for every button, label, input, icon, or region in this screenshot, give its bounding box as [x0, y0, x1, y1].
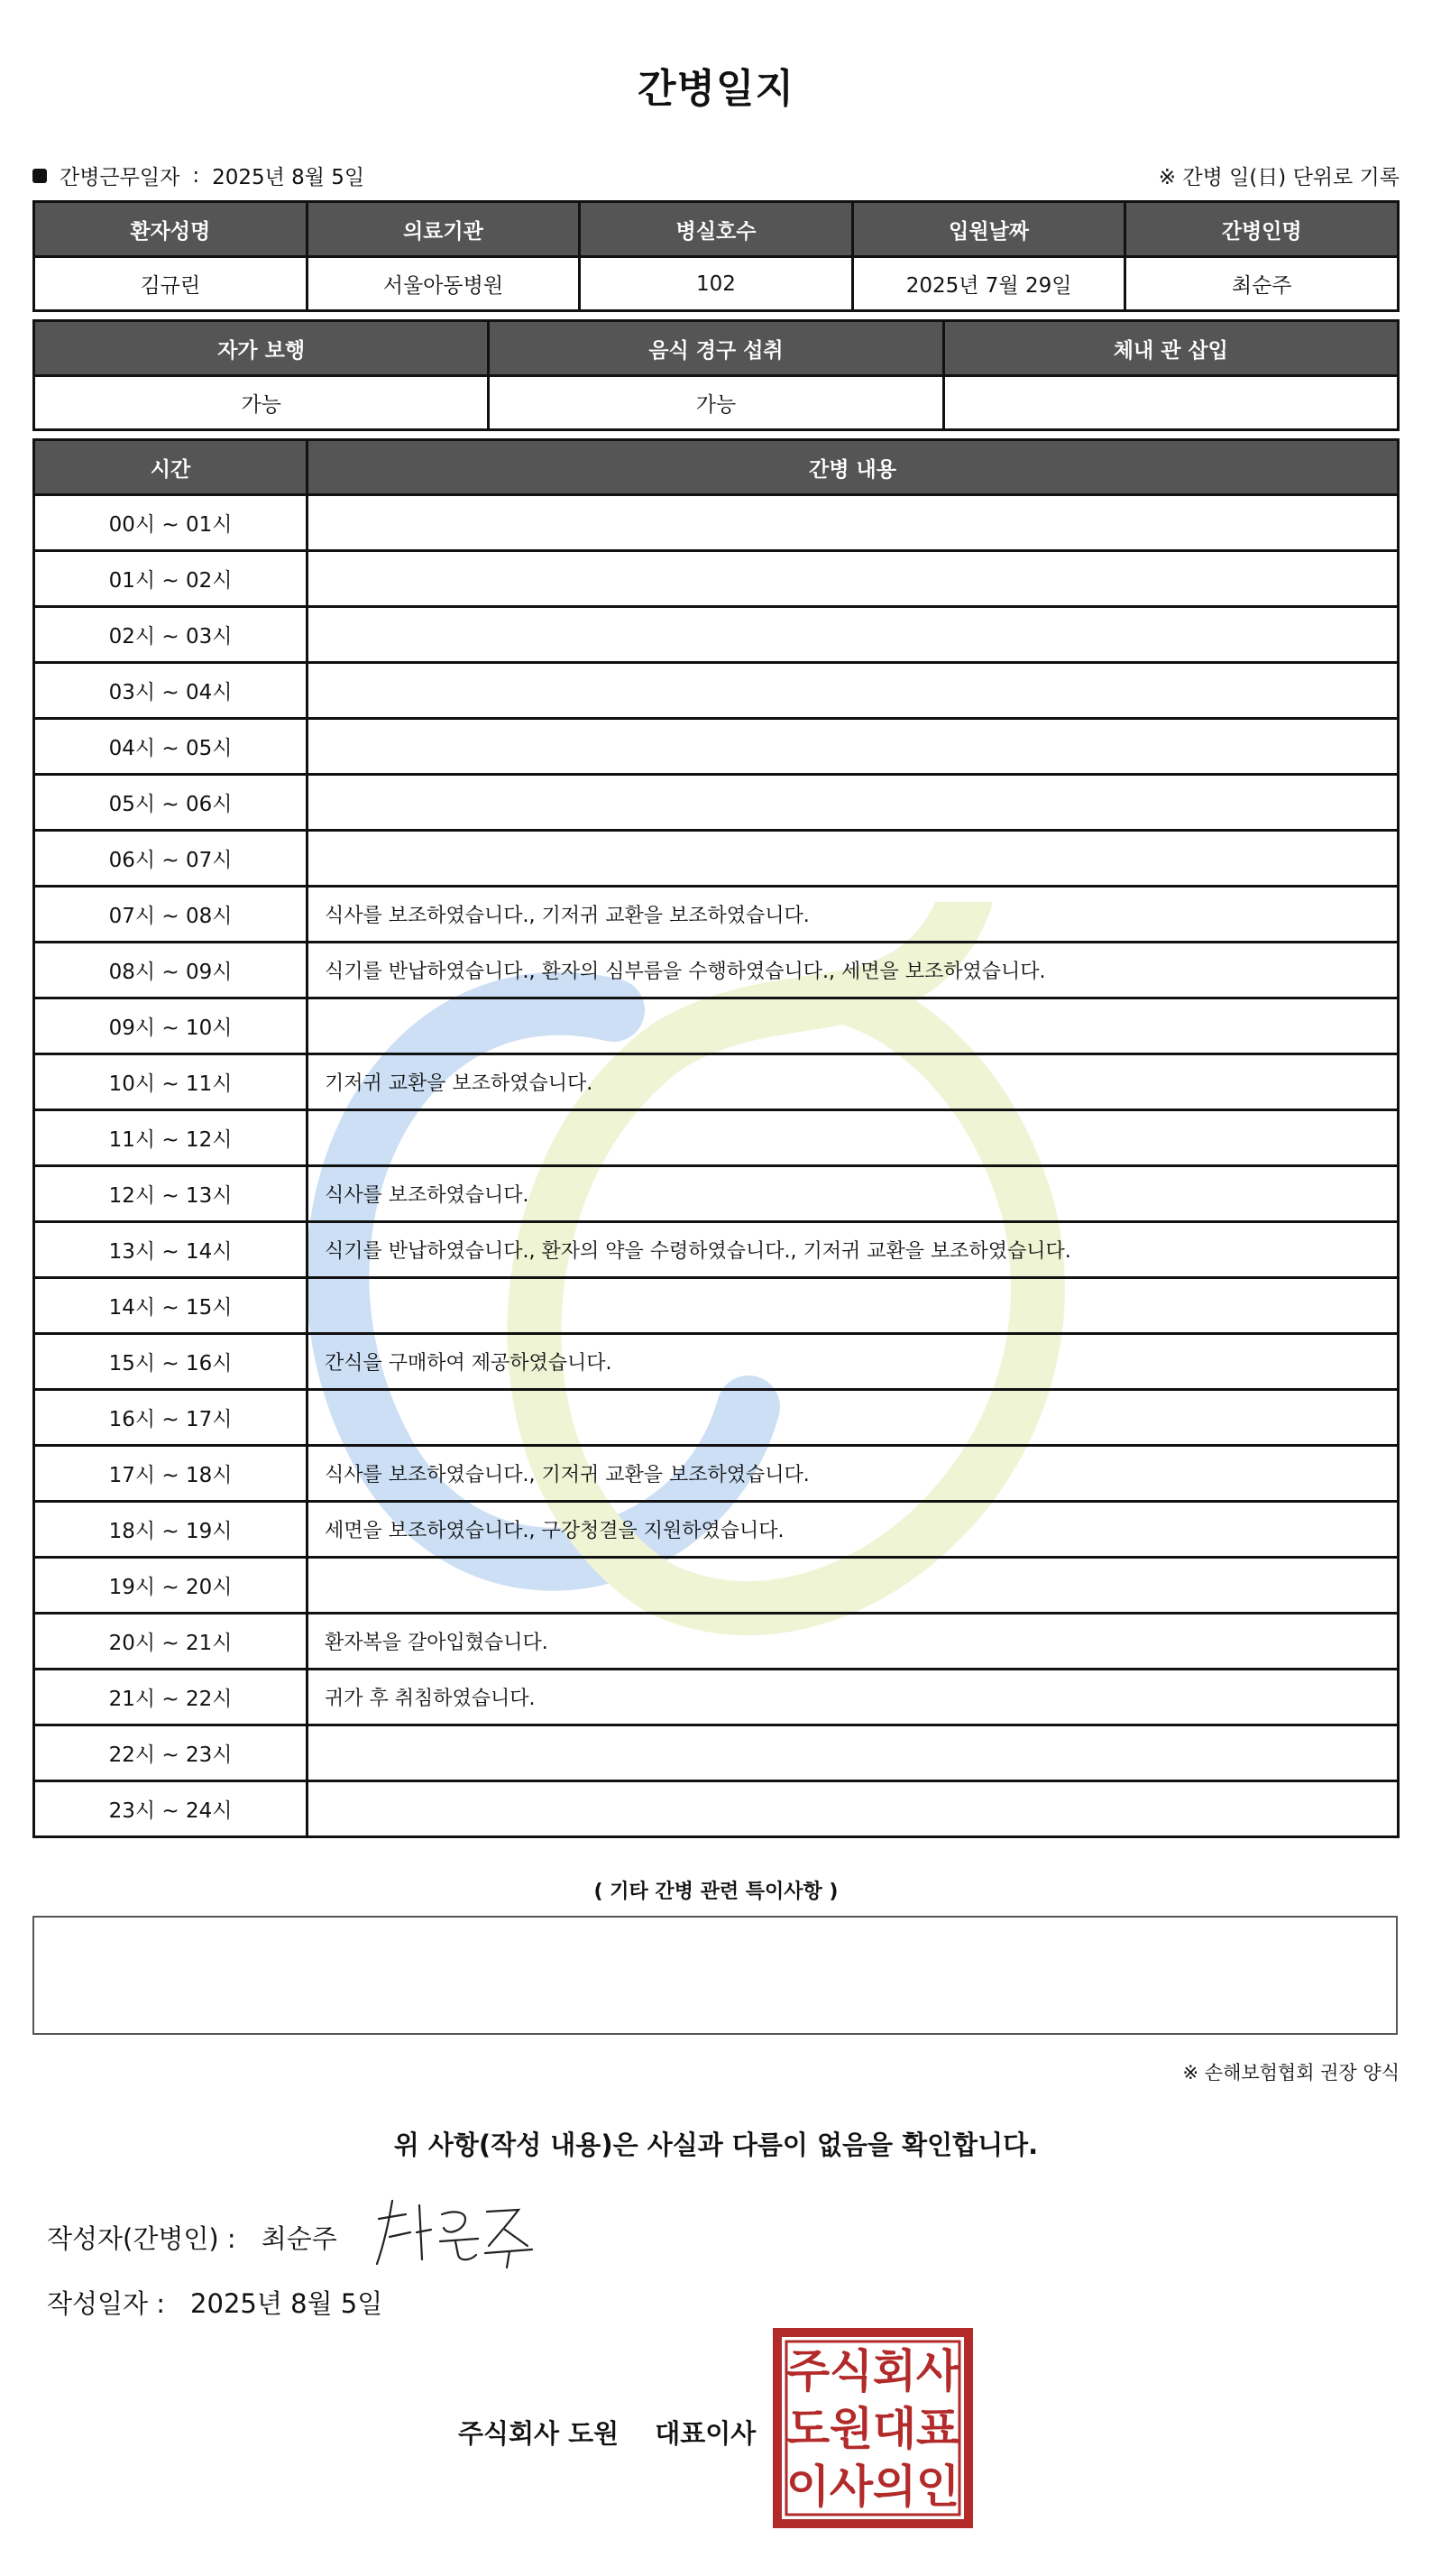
handwritten-signature — [370, 2192, 541, 2273]
seal-character: 사 — [829, 2461, 874, 2513]
header-care-content: 간병 내용 — [308, 440, 1399, 495]
writer-line — [47, 2219, 337, 2256]
care-content: 간식을 구매하여 제공하였습니다. — [308, 1334, 1399, 1390]
header-room: 병실호수 — [580, 202, 853, 257]
time-slot: 09시 ~ 10시 — [34, 998, 308, 1054]
special-notes-box — [32, 1916, 1398, 2035]
care-content — [308, 607, 1399, 663]
table-row — [34, 1614, 1399, 1670]
seal-character: 식 — [829, 2345, 874, 2397]
seal-character: 사 — [915, 2345, 960, 2397]
time-slot: 08시 ~ 09시 — [34, 943, 308, 998]
care-content: 식사를 보조하였습니다. — [308, 1166, 1399, 1222]
table-row — [34, 1446, 1399, 1502]
care-content: 세면을 보조하였습니다., 구강청결을 지원하였습니다. — [308, 1502, 1399, 1558]
written-date-line — [47, 2284, 382, 2321]
time-slot: 15시 ~ 16시 — [34, 1334, 308, 1390]
work-date-separator: : — [192, 163, 200, 188]
company-name: 주식회사 도원 — [458, 2418, 620, 2449]
tube-insertion-value — [943, 376, 1398, 430]
seal-character: 도 — [785, 2403, 831, 2455]
time-slot: 04시 ~ 05시 — [34, 719, 308, 775]
company-seal-stamp — [772, 2327, 974, 2529]
writer-name: 최순주 — [261, 2223, 337, 2254]
care-content: 식사를 보조하였습니다., 기저귀 교환을 보조하였습니다. — [308, 1446, 1399, 1502]
representative-role: 대표이사 — [655, 2418, 757, 2449]
table-row — [34, 1390, 1399, 1446]
care-content: 기저귀 교환을 보조하였습니다. — [308, 1054, 1399, 1110]
confirmation-statement: 위 사항(작성 내용)은 사실과 다름이 없음을 확인합니다. — [393, 2130, 1039, 2160]
seal-character: 주 — [785, 2345, 831, 2397]
seal-character: 표 — [915, 2403, 960, 2455]
table-row — [34, 719, 1399, 775]
table-row — [34, 1558, 1399, 1614]
time-slot: 06시 ~ 07시 — [34, 831, 308, 887]
page-title: 간병일지 — [637, 66, 794, 112]
care-log-table — [32, 438, 1400, 1838]
table-row — [34, 1054, 1399, 1110]
time-slot: 21시 ~ 22시 — [34, 1670, 308, 1725]
time-slot: 03시 ~ 04시 — [34, 663, 308, 719]
care-content — [308, 998, 1399, 1054]
table-row — [34, 775, 1399, 831]
care-content — [308, 1725, 1399, 1781]
care-content — [308, 775, 1399, 831]
hospital-name: 서울아동병원 — [307, 257, 580, 311]
time-slot: 10시 ~ 11시 — [34, 1054, 308, 1110]
time-slot: 16시 ~ 17시 — [34, 1390, 308, 1446]
care-content — [308, 831, 1399, 887]
work-date-value: 2025년 8월 5일 — [212, 166, 365, 189]
seal-character: 원 — [829, 2403, 874, 2455]
self-walking-value: 가능 — [34, 376, 489, 430]
header-self-walking: 자가 보행 — [34, 321, 489, 376]
care-content: 식기를 반납하였습니다., 환자의 약을 수령하였습니다., 기저귀 교환을 보조하였습니다. — [308, 1222, 1399, 1278]
time-slot: 11시 ~ 12시 — [34, 1110, 308, 1166]
care-content — [308, 1390, 1399, 1446]
admission-date: 2025년 7월 29일 — [852, 257, 1125, 311]
table-row — [34, 1110, 1399, 1166]
special-notes-title: ( 기타 간병 관련 특이사항 ) — [593, 1881, 839, 1903]
table-row — [34, 495, 1399, 551]
time-slot: 18시 ~ 19시 — [34, 1502, 308, 1558]
care-content — [308, 495, 1399, 551]
seal-character: 대 — [872, 2403, 917, 2455]
header-tube-insertion: 체내 관 삽입 — [943, 321, 1398, 376]
work-date — [32, 161, 364, 190]
header-patient-name: 환자성명 — [34, 202, 308, 257]
care-content: 식기를 반납하였습니다., 환자의 심부름을 수행하였습니다., 세면을 보조하였습니다. — [308, 943, 1399, 998]
header-admission-date: 입원날짜 — [852, 202, 1125, 257]
table-row — [34, 663, 1399, 719]
table-row — [34, 943, 1399, 998]
time-slot: 23시 ~ 24시 — [34, 1781, 308, 1837]
time-slot: 17시 ~ 18시 — [34, 1446, 308, 1502]
time-slot: 01시 ~ 02시 — [34, 551, 308, 607]
time-slot: 14시 ~ 15시 — [34, 1278, 308, 1334]
written-date-value: 2025년 8월 5일 — [190, 2288, 383, 2319]
patient-name: 김규린 — [34, 257, 308, 311]
company-line — [458, 2414, 756, 2451]
header-caregiver: 간병인명 — [1125, 202, 1399, 257]
form-source-note: ※ 손해보험협회 권장 양식 — [1182, 2062, 1400, 2084]
caregiver-name: 최순주 — [1125, 257, 1399, 311]
seal-character: 의 — [872, 2461, 917, 2513]
table-row — [34, 831, 1399, 887]
table-row — [34, 887, 1399, 943]
patient-info-table — [32, 200, 1400, 312]
care-content — [308, 1278, 1399, 1334]
work-date-label: 간병근무일자 — [60, 166, 180, 189]
care-content — [308, 551, 1399, 607]
table-row — [34, 1166, 1399, 1222]
table-row — [34, 607, 1399, 663]
time-slot: 20시 ~ 21시 — [34, 1614, 308, 1670]
care-content — [308, 719, 1399, 775]
table-row — [34, 1334, 1399, 1390]
patient-status-table — [32, 319, 1400, 431]
care-content — [308, 1558, 1399, 1614]
header-hospital: 의료기관 — [307, 202, 580, 257]
seal-character: 이 — [785, 2461, 831, 2513]
seal-character: 인 — [915, 2461, 960, 2513]
care-content — [308, 1110, 1399, 1166]
header-time: 시간 — [34, 440, 308, 495]
care-content — [308, 663, 1399, 719]
care-content: 식사를 보조하였습니다., 기저귀 교환을 보조하였습니다. — [308, 887, 1399, 943]
time-slot: 00시 ~ 01시 — [34, 495, 308, 551]
care-content: 환자복을 갈아입혔습니다. — [308, 1614, 1399, 1670]
table-row — [34, 1725, 1399, 1781]
time-slot: 07시 ~ 08시 — [34, 887, 308, 943]
table-row — [34, 998, 1399, 1054]
table-row — [34, 551, 1399, 607]
seal-character: 회 — [872, 2345, 917, 2397]
time-slot: 02시 ~ 03시 — [34, 607, 308, 663]
table-row — [34, 1670, 1399, 1725]
bullet-square-icon — [32, 169, 47, 183]
header-oral-intake: 음식 경구 섭취 — [489, 321, 943, 376]
daily-record-note: ※ 간병 일(日) 단위로 기록 — [1158, 166, 1400, 189]
table-row — [34, 1781, 1399, 1837]
care-content: 귀가 후 취침하였습니다. — [308, 1670, 1399, 1725]
time-slot: 19시 ~ 20시 — [34, 1558, 308, 1614]
room-number: 102 — [580, 257, 853, 311]
care-content — [308, 1781, 1399, 1837]
table-row — [34, 1502, 1399, 1558]
table-row — [34, 1222, 1399, 1278]
oral-intake-value: 가능 — [489, 376, 943, 430]
time-slot: 05시 ~ 06시 — [34, 775, 308, 831]
time-slot: 12시 ~ 13시 — [34, 1166, 308, 1222]
written-date-label: 작성일자 : — [47, 2288, 166, 2319]
table-row — [34, 1278, 1399, 1334]
time-slot: 22시 ~ 23시 — [34, 1725, 308, 1781]
time-slot: 13시 ~ 14시 — [34, 1222, 308, 1278]
writer-label: 작성자(간병인) : — [47, 2223, 236, 2254]
